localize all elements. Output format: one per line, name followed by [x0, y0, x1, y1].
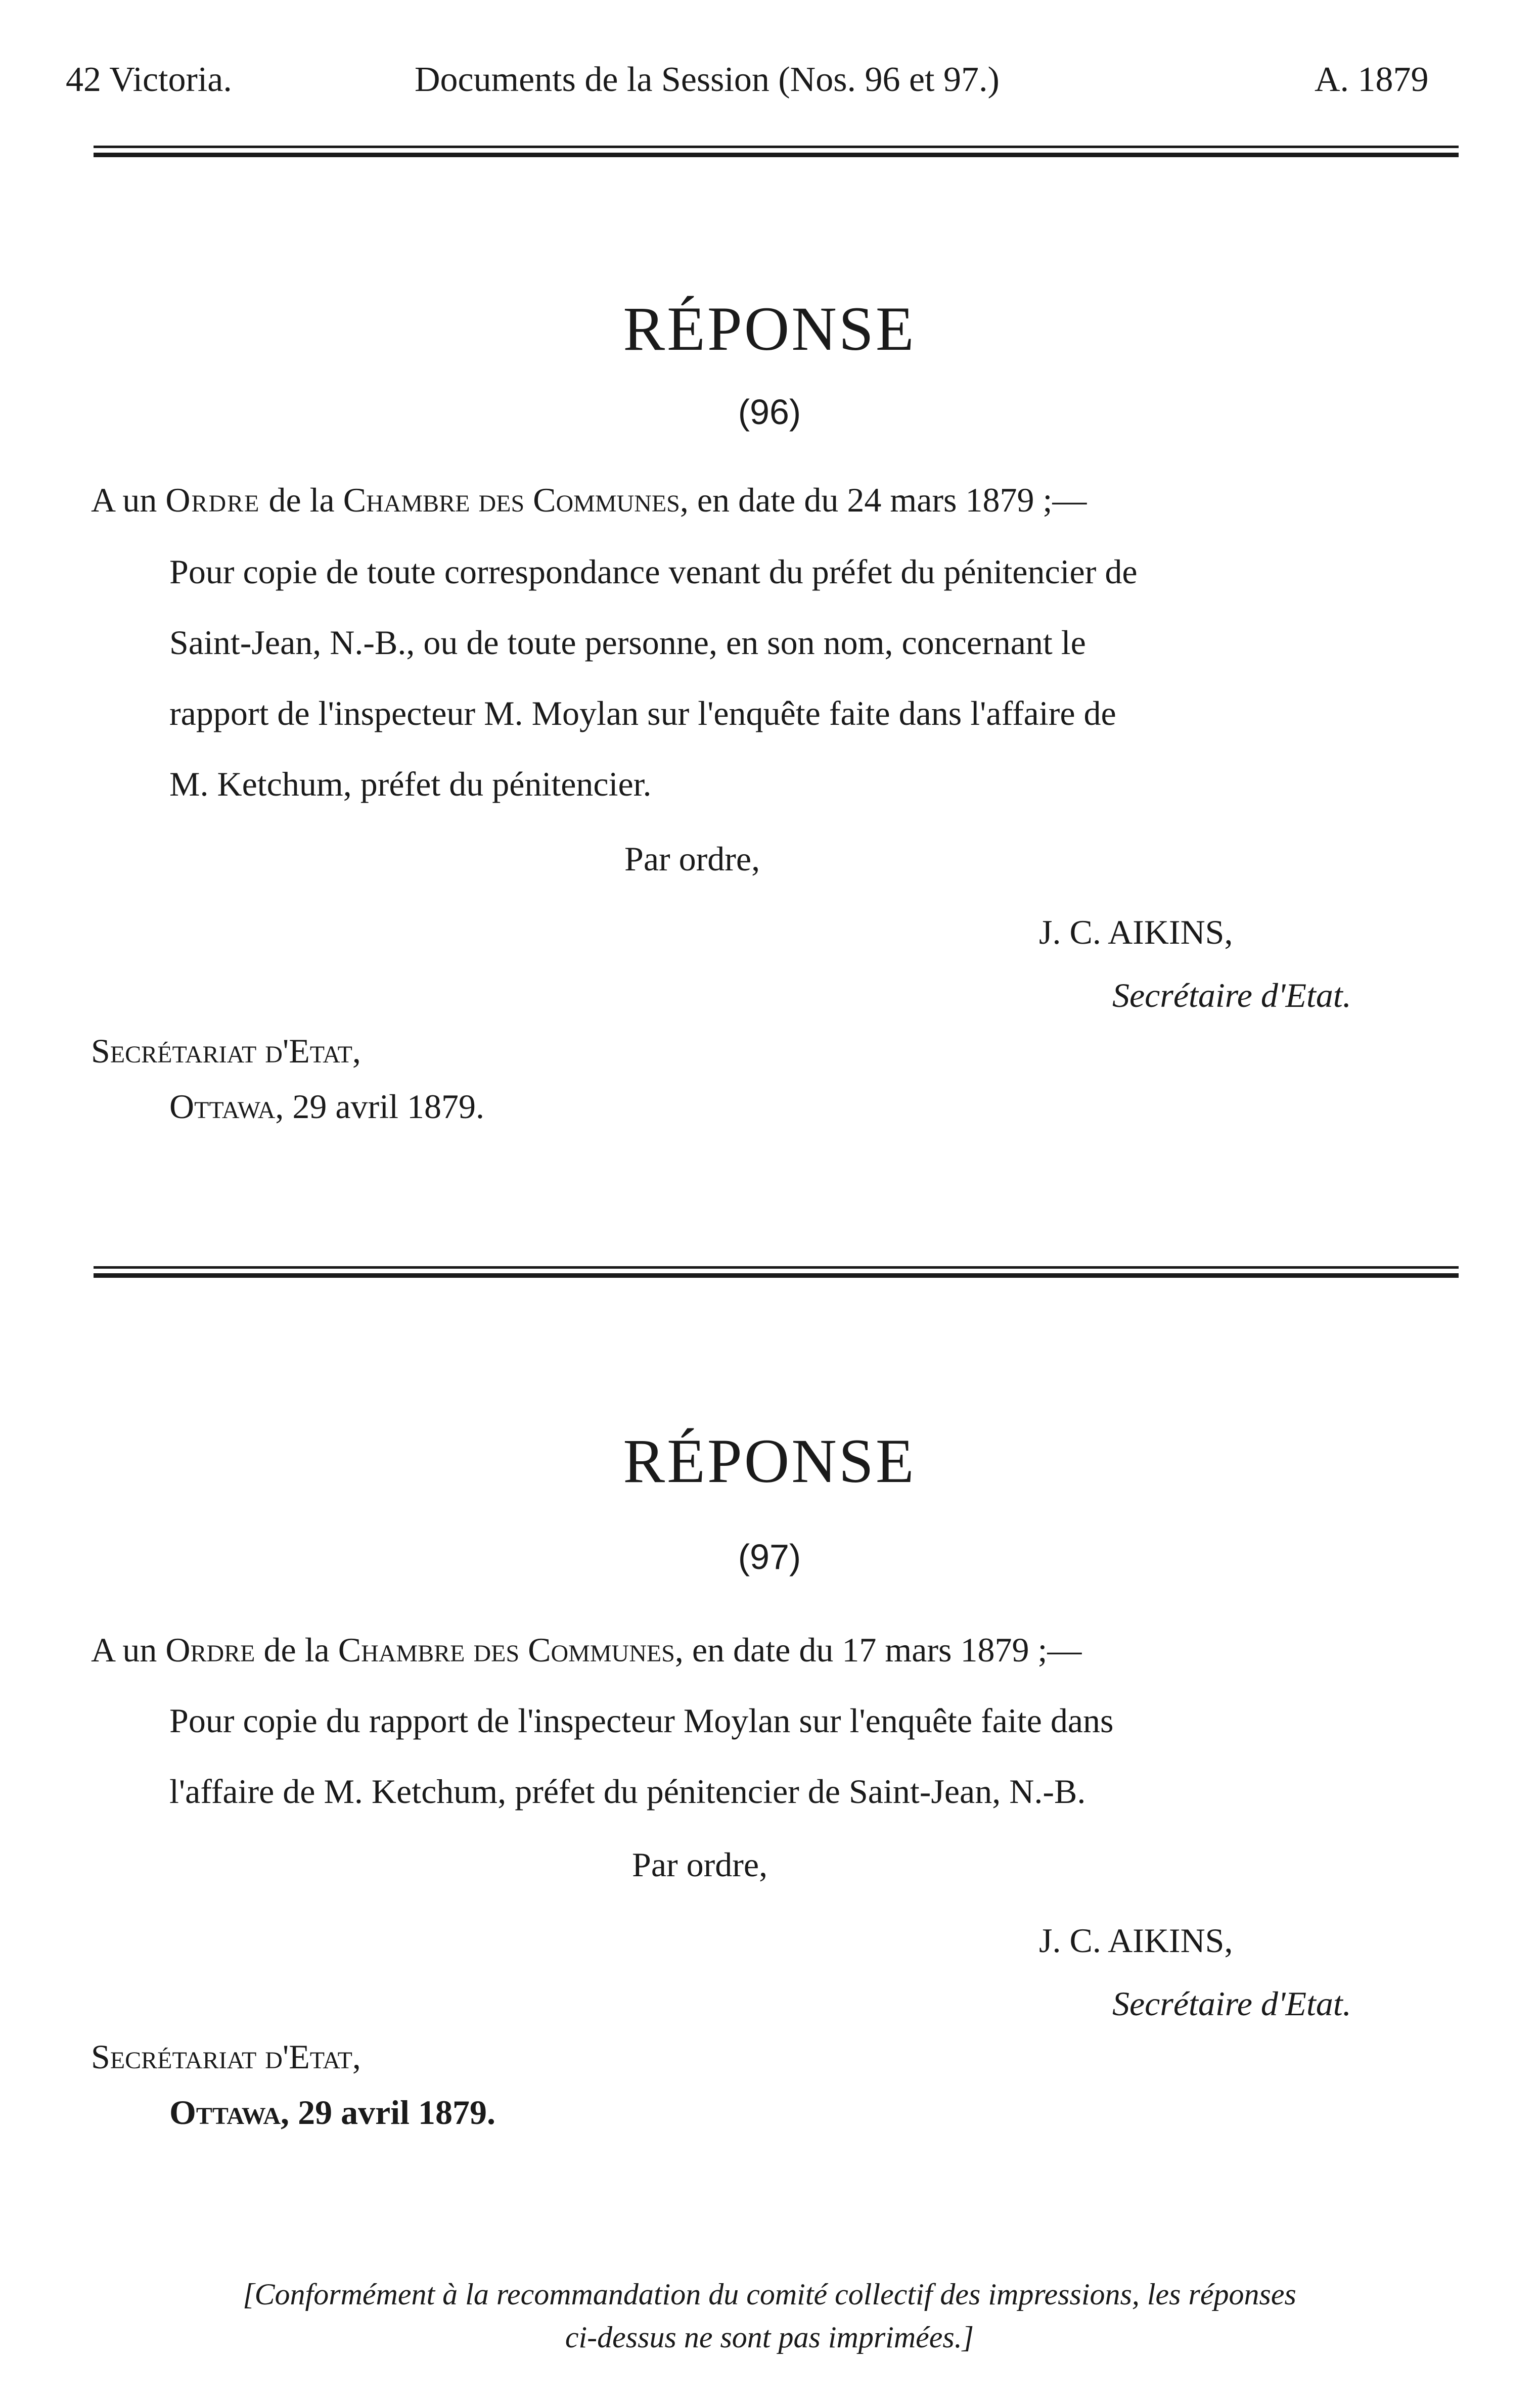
- order-line: A un Ordre de la Chambre des Communes, en date du 17 mars 1879 ;—: [91, 1631, 1082, 1669]
- body-line: Saint-Jean, N.-B., ou de toute personne, en son nom, concernant le: [169, 623, 1086, 662]
- chambre-label: Chambre des Communes,: [343, 481, 689, 519]
- section-title: RÉPONSE: [623, 294, 916, 363]
- running-head-left: 42 Victoria.: [66, 60, 232, 99]
- place: Ottawa,: [169, 2093, 290, 2132]
- body-line: l'affaire de M. Ketchum, préfet du pénitencier de Saint-Jean, N.-B.: [169, 1772, 1086, 1811]
- section-rule: [94, 1266, 1459, 1279]
- chambre-label: Chambre des Communes,: [338, 1631, 684, 1669]
- section-number: (97): [738, 1537, 801, 1577]
- signatory-title: Secrétaire d'Etat.: [1112, 976, 1351, 1014]
- body-line: rapport de l'inspecteur M. Moylan sur l'enquête faite dans l'affaire de: [169, 694, 1116, 732]
- office-label: Secrétariat d'Etat,: [91, 2037, 361, 2076]
- body-line: Pour copie de toute correspondance venant du préfet du pénitencier de: [169, 552, 1138, 591]
- order-word: Ordre: [165, 1631, 255, 1669]
- par-ordre: Par ordre,: [632, 1845, 768, 1884]
- footnote-line: [Conformément à la recommandation du comité collectif des impressions, les réponses: [243, 2278, 1296, 2311]
- body-line: M. Ketchum, préfet du pénitencier.: [169, 765, 652, 803]
- running-head-center: Documents de la Session (Nos. 96 et 97.): [415, 60, 1000, 99]
- signatory: J. C. AIKINS,: [1039, 913, 1233, 951]
- body-line: Pour copie du rapport de l'inspecteur Moylan sur l'enquête faite dans: [169, 1701, 1114, 1740]
- section-number: (96): [738, 392, 801, 432]
- par-ordre: Par ordre,: [624, 840, 760, 878]
- place: Ottawa,: [169, 1087, 284, 1126]
- signatory: J. C. AIKINS,: [1039, 1921, 1233, 1960]
- place-date-line: [169, 2093, 495, 2133]
- section-title: RÉPONSE: [623, 1426, 916, 1496]
- office-label: Secrétariat d'Etat,: [91, 1032, 361, 1070]
- order-line: A un Ordre de la Chambre des Communes, en date du 24 mars 1879 ;—: [91, 481, 1087, 519]
- order-word: Ordre: [165, 481, 260, 519]
- date: 29 avril 1879.: [298, 2093, 496, 2132]
- running-head-right: A. 1879: [1315, 60, 1429, 99]
- signatory-title: Secrétaire d'Etat.: [1112, 1984, 1351, 2023]
- place-date-line: [169, 1087, 484, 1127]
- footnote-line: ci-dessus ne sont pas imprimées.]: [565, 2321, 974, 2354]
- date: 29 avril 1879.: [292, 1087, 484, 1126]
- header-rule: [94, 146, 1459, 159]
